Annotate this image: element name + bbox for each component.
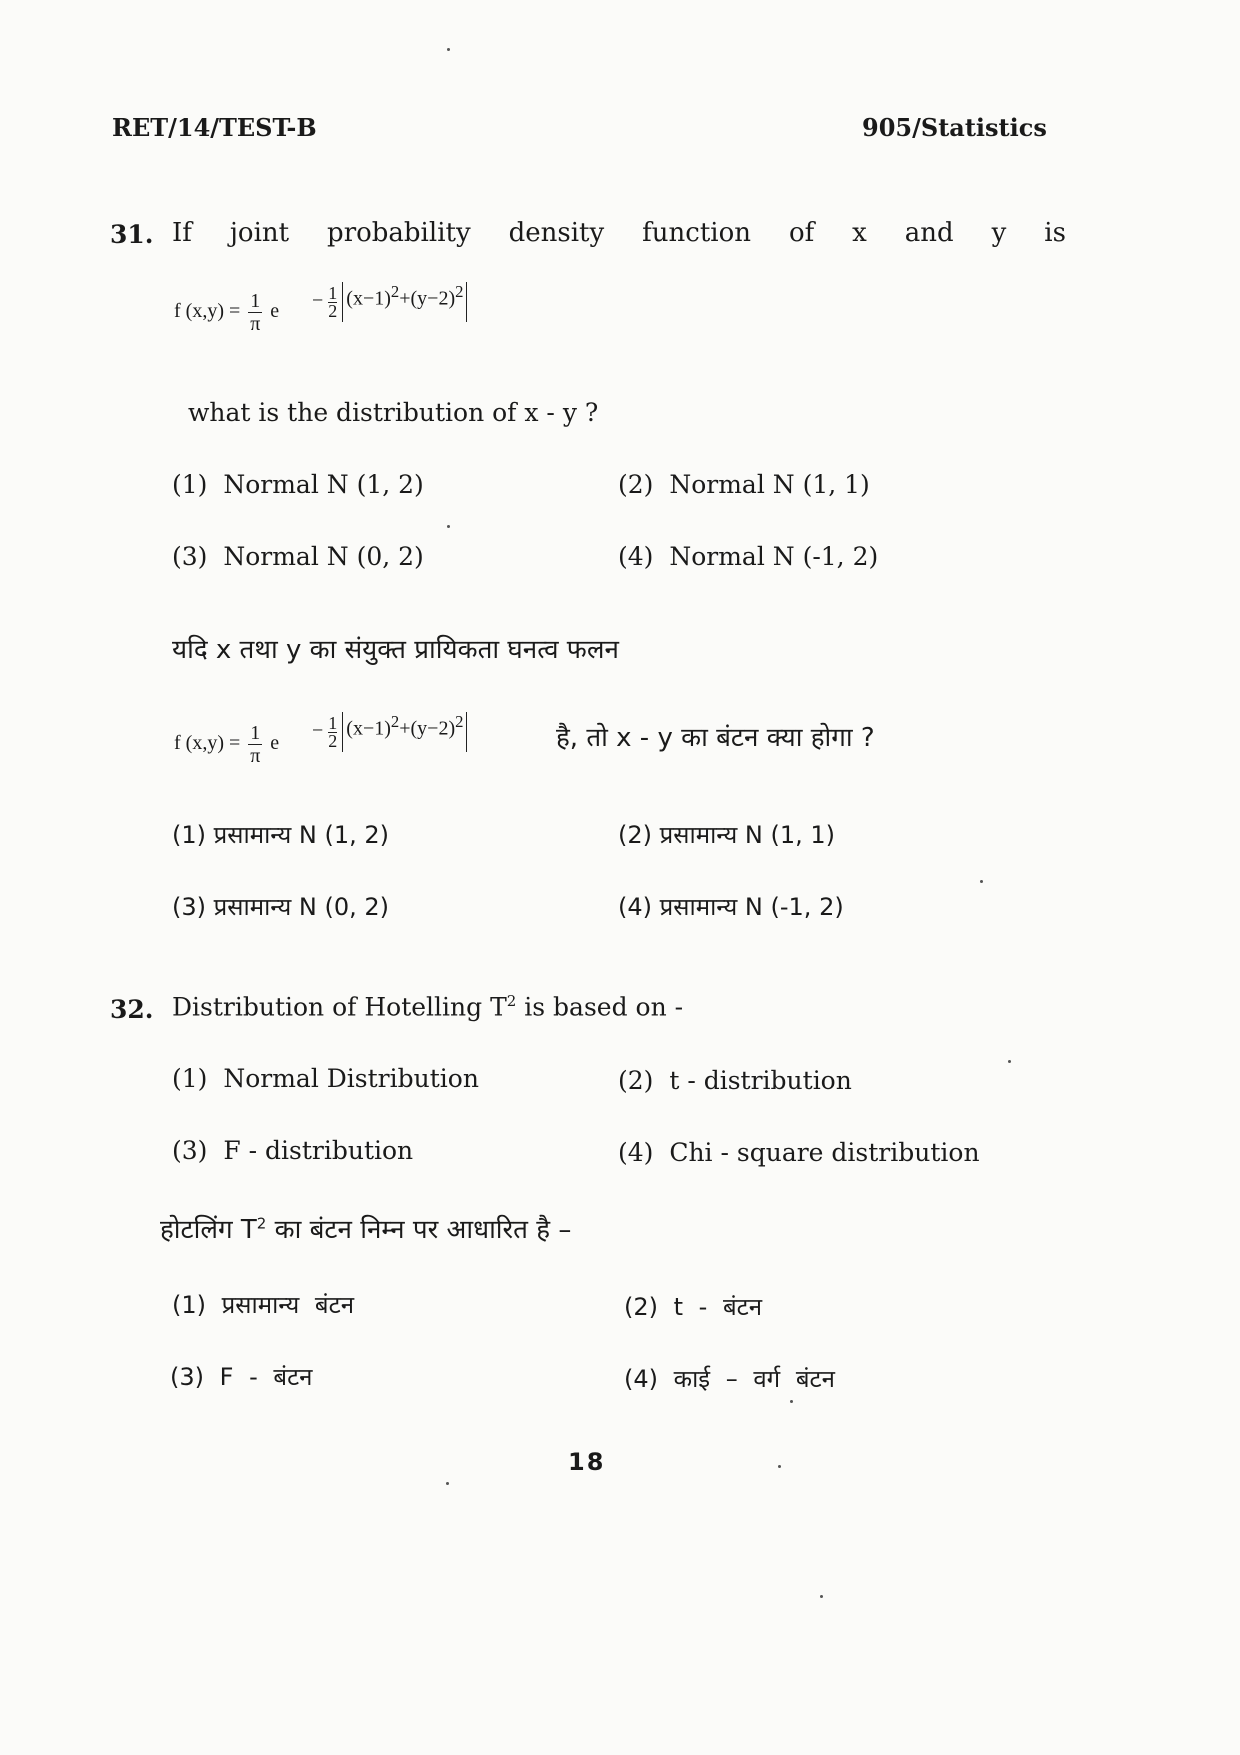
exp-sign: − [312,289,324,312]
q32-option-1-en: (1) Normal Distribution [172,1064,479,1093]
q32-option-4-hi: (4) काई – वर्ग बंटन [624,1365,835,1393]
scan-speck [447,48,450,51]
formula-lhs-hi: f (x,y) = [174,732,241,755]
q32-option-2-hi: (2) t - बंटन [624,1293,763,1321]
formula-exponent-hi: − $\frac{1}{2}$ $(x-1)^2+(y-2)^2$ [312,712,467,752]
question-number-31: 31. [110,220,154,249]
q32-option-3-hi: (3) F - बंटन [170,1363,313,1391]
question-32-text-en: Distribution of Hotelling $T^2$ is based on - [172,992,684,1022]
formula-numerator: 1 [250,290,261,312]
q31-option-3-hi: (3) प्रसामान्य N (0, 2) [172,893,390,921]
formula-denominator-hi: π [250,745,261,767]
q31-word: of [788,218,815,248]
formula-lhs: f (x,y) = [174,300,241,323]
exp-plus: +(y−2) [399,287,456,310]
q32-option-2-en: (2) t - distribution [618,1066,852,1095]
q31-word: joint [229,218,290,248]
q31-word: If [172,218,192,248]
exp-den: 2 [328,300,338,321]
q31-option-4-hi: (4) प्रसामान्य N (-1, 2) [618,893,844,921]
question-31-prompt-hi: है, तो x - y का बंटन क्या होगा ? [556,723,875,753]
q31-option-2-en: (2) Normal N (1, 1) [618,470,870,499]
subject-code: 905/Statistics [862,113,1047,142]
scan-speck [820,1595,823,1598]
scan-speck [1008,1060,1011,1063]
exp-body: (x−1) [346,287,391,310]
q31-option-1-en: (1) Normal N (1, 2) [172,470,424,499]
scan-speck [790,1400,793,1403]
question-31-text-en [172,218,1066,248]
q32-option-1-hi: (1) प्रसामान्य बंटन [172,1291,355,1319]
q31-option-4-en: (4) Normal N (-1, 2) [618,542,879,571]
q31-option-2-hi: (2) प्रसामान्य N (1, 1) [618,821,836,849]
question-31-prompt-en: what is the distribution of x - y ? [188,398,599,427]
q31-word: function [642,218,751,248]
q31-word: is [1044,218,1066,248]
scan-speck [447,525,450,528]
q31-word: y [991,218,1007,248]
formula-numerator-hi: 1 [250,722,261,744]
formula-denominator: π [250,313,261,335]
q31-word: and [904,218,954,248]
q31-word: probability [327,218,471,248]
exam-code: RET/14/TEST-B [112,113,317,142]
page-number: 18 [568,1448,606,1476]
scan-speck [446,1482,449,1485]
formula-base: e [270,300,280,323]
exp-sq1: 2 [390,282,400,301]
q31-option-3-en: (3) Normal N (0, 2) [172,542,424,571]
exp-num: 1 [328,282,338,303]
q32-option-3-en: (3) F - distribution [172,1136,414,1165]
scan-speck [980,880,983,883]
exp-sq2: 2 [455,282,464,301]
formula-exponent-en [312,282,467,322]
question-number-32: 32. [110,995,154,1024]
q31-word: density [508,218,605,248]
question-31-text-hi: यदि x तथा y का संयुक्त प्रायिकता घनत्व फलन [172,635,619,665]
pdf-formula-hi [174,722,279,767]
pdf-formula-en [174,290,279,335]
formula-base-hi: e [270,732,280,755]
question-32-text-hi: होटलिंग $T^2$ का बंटन निम्न पर आधारित है – [160,1214,572,1245]
q32-option-4-en: (4) Chi - square distribution [618,1138,980,1167]
q31-option-1-hi: (1) प्रसामान्य N (1, 2) [172,821,390,849]
q31-word: x [852,218,867,248]
scan-speck [778,1465,781,1468]
